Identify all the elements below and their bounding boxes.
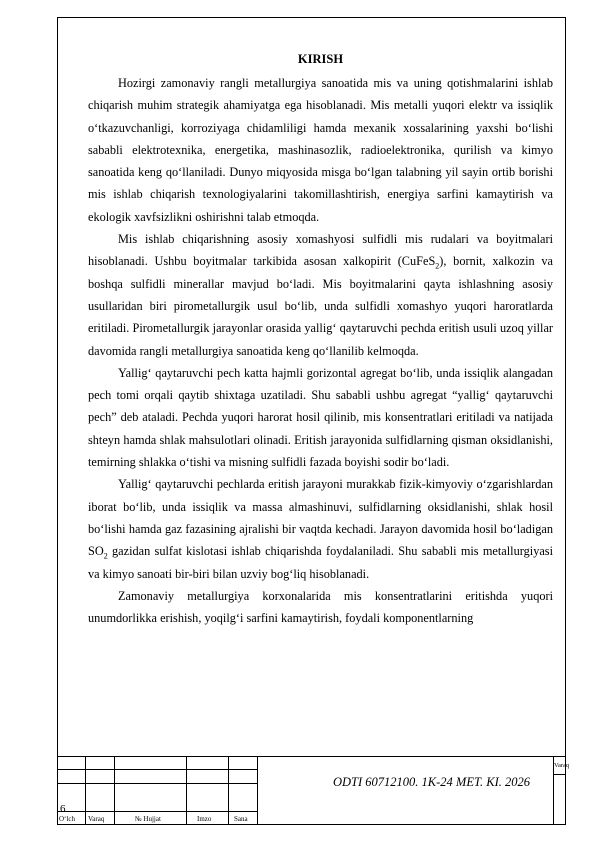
document-code: ODTI 60712100. 1K-24 MET. KI. 2026 bbox=[333, 775, 530, 789]
col-date-label: Sana bbox=[234, 815, 248, 823]
col-doc-label: № Hujjat bbox=[135, 815, 161, 823]
paragraph-4-text-a: Yallig‘ qaytaruvchi pechlarda eritish jarayoni murakkab fizik-kimyoviy o‘zgarishlardan iborat bo‘lib, unda issiqlik va massa almashinuvi, sulfidlarning oksidlanishi, shlak hosil bo‘lishi hamda gaz fazasining ajralishi bir vaqtda kechadi. Jarayon davomida hosil bo‘ladigan SO bbox=[88, 477, 553, 559]
paragraph-2-text-b: ), bornit, xalkozin va boshqa sulfidli minerallar mavjud bo‘ladi. Mis boyitmalarini qayta ishlashning asosiy usullaridan biri pirometallurgik usul bo‘lib, unda sulfidli xomashyo yuqori haroratlarda eritiladi. Pirometallurgik jarayonlar orasida yallig‘ qaytaruvchi pechda eritish usuli uzoq yillar davomida rangli metallurgiya sanoatida keng qo‘llanilib kelmoqda. bbox=[88, 254, 553, 358]
paragraph-2-text-a: Mis ishlab chiqarishning asosiy xomashyosi sulfidli mis rudalari va boyitmalari hisoblanadi. Ushbu boyitmalar tarkibida asosan xalkopirit (CuFeS bbox=[88, 232, 553, 269]
paragraph-4 bbox=[88, 473, 553, 584]
col-sheet-label: Varaq bbox=[88, 815, 105, 823]
sheet-label: Varaq bbox=[554, 762, 570, 769]
paragraph-4-text-b: gazidan sulfat kislotasi ishlab chiqarishda foydalaniladi. Shu sababli mis metallurgiyasi va kimyo sanoati bir-biri bilan uzviy bog‘liq hisoblanadi. bbox=[88, 544, 553, 581]
page-number: 6 bbox=[60, 803, 66, 815]
paragraph-3: Yallig‘ qaytaruvchi pech katta hajmli gorizontal agregat bo‘lib, unda issiqlik alangadan pech tomi orqali qaytib shixtaga uzatiladi. Shu sababli ushbu agregat “yallig‘ qaytaruvchi pech” deb ataladi. Pechda yuqori harorat hosil qilinib, mis konsentratlari eritiladi va natijada shteyn hamda shlak mahsulotlari olinadi. Eritish jarayonida sulfidlarning qisman oksidlanishi, temirning shlakka o‘tishi va misning sulfidli fazada boyishi sodir bo‘ladi. bbox=[88, 365, 553, 470]
title-block bbox=[57, 756, 570, 825]
formula-subscript: 2 bbox=[435, 261, 440, 271]
paragraph-2 bbox=[88, 228, 553, 362]
paragraph-5: Zamonaviy metallurgiya korxonalarida mis konsentratlarini eritishda yuqori unumdorlikka erishish, yoqilg‘i sarfini kamaytirish, foydali komponentlarning bbox=[88, 588, 553, 626]
col-sign-label: Imzo bbox=[197, 815, 212, 823]
paragraph-1: Hozirgi zamonaviy rangli metallurgiya sanoatida mis va uning qotishmalarini ishlab chiqarish muhim strategik ahamiyatga ega hisoblanadi. Mis metalli yuqori elektr va issiqlik o‘tkazuvchanligi, korroziyaga chidamliligi hamda mexanik xossalarining yaxshi bo‘lishi sababli elektrotexnika, energetika, mashinasozlik, radioelektronika, qurilish va kimyo sanoatida keng qo‘llaniladi. Dunyo miqyosida misga bo‘lgan talabning yil sayin ortib borishi mis ishlab chiqarish texnologiyalarini takomillashtirish, energiya sarfini kamaytirish va ekologik xavfsizlikni oshirishni talab etmoqda. bbox=[88, 76, 553, 224]
formula-subscript: 2 bbox=[103, 551, 108, 561]
section-title: KIRISH bbox=[297, 52, 344, 66]
col-change-label: O‘lch bbox=[59, 815, 75, 823]
document-body bbox=[88, 48, 553, 629]
